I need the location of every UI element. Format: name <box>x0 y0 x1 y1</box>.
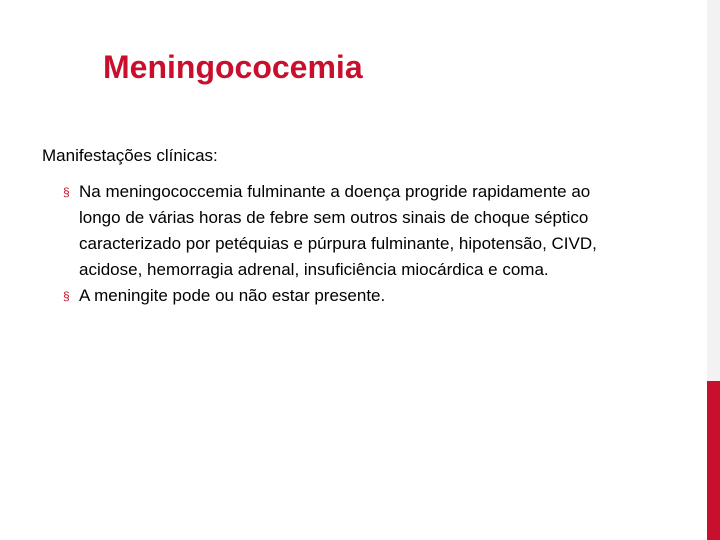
bullet-item <box>42 283 619 309</box>
bullet-item <box>42 179 619 283</box>
bullet-marker-icon: § <box>63 289 70 303</box>
bullet-text: Na meningococcemia fulminante a doença progride rapidamente ao longo de várias horas de febre sem outros sinais de choque séptico caracterizado por petéquias e púrpura fulminante, hipotensão, CIVD, acidose, hemorragia adrenal, insuficiência miocárdica e coma. <box>79 182 597 279</box>
side-rule-accent <box>707 381 720 540</box>
section-heading: Manifestações clínicas: <box>42 146 218 165</box>
bullet-text: A meningite pode ou não estar presente. <box>79 286 386 305</box>
bullet-list <box>42 179 642 309</box>
bullet-marker-icon: § <box>63 185 70 199</box>
slide-title: Meningococemia <box>103 49 363 85</box>
slide-content <box>42 143 642 309</box>
